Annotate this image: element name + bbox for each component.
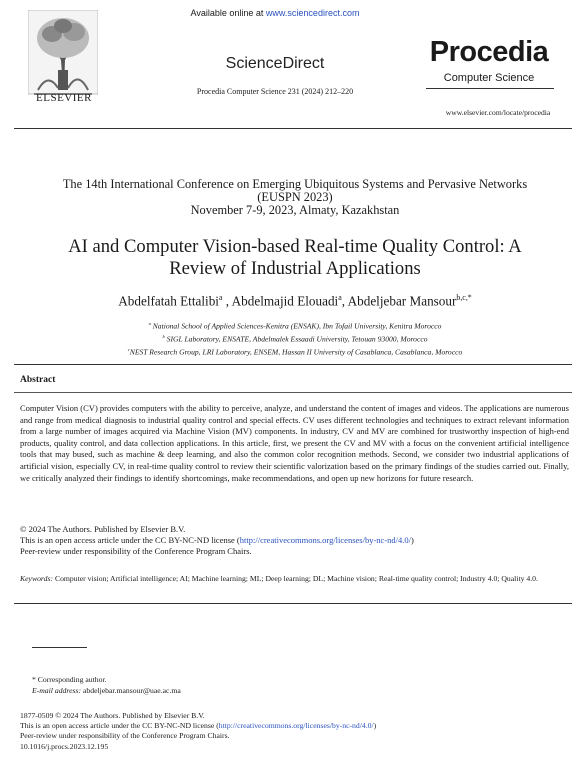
license-link[interactable]: http://creativecommons.org/licenses/by-nc-nd/4.0/ <box>239 535 411 545</box>
paper-title-line-1: AI and Computer Vision-based Real-time Quality Control: A <box>68 236 522 257</box>
affiliation-text: SIGL Laboratory, ENSATE, Abdelmalek Essaadi University, Tetouan 93000, Morocco <box>164 334 428 344</box>
affiliation-item <box>30 332 560 345</box>
available-prefix: Available online at <box>190 8 266 18</box>
abstract-heading-divider <box>14 392 572 393</box>
license-prefix: This is an open access article under the CC BY-NC-ND license ( <box>20 535 240 545</box>
affiliation-item <box>30 319 560 332</box>
copyright-block <box>20 524 569 557</box>
email-line <box>32 686 532 697</box>
bottom-matter <box>20 711 560 752</box>
affiliation-text: National School of Applied Sciences-Kenitra (ENSAK), Ibn Tofail University, Kenitra Morocco <box>150 321 442 331</box>
affiliation-text: NEST Research Group, LRI Laboratory, ENSEM, Hassan II University of Casablanca, Casablanca, Morocco <box>129 347 463 357</box>
email-label: E-mail address: <box>32 685 82 695</box>
affiliation-mark: b <box>162 334 165 340</box>
procedia-logo-rule <box>426 88 554 89</box>
affiliation-mark: c <box>127 347 130 353</box>
available-online-text <box>160 8 390 18</box>
keywords-label: Keywords: <box>20 574 54 583</box>
paper-title <box>30 236 560 280</box>
issn-line: 1877-0509 © 2024 The Authors. Published by Elsevier B.V. <box>20 711 205 720</box>
author-name: Abdelfatah Ettalibi <box>118 293 219 309</box>
keywords <box>20 574 569 584</box>
publisher-name: ELSEVIER <box>36 92 92 104</box>
bottom-peer-review: Peer-review under responsibility of the Conference Program Chairs. <box>20 731 230 741</box>
peer-review-line: Peer-review under responsibility of the Conference Program Chairs. <box>20 546 252 556</box>
author-affiliation-mark: b,c,* <box>456 293 472 302</box>
conference-acronym: (EUSPN 2023) <box>257 190 333 204</box>
journal-reference: Procedia Computer Science 231 (2024) 212–220 <box>196 87 354 96</box>
bottom-license-line <box>20 721 560 731</box>
abstract-body: Computer Vision (CV) provides computers with the ability to perceive, analyze, and understand the content of images and videos. The applications are numerous and range from medical diagnosis to industrial quality control and special effects. CV uses different technologies and techniques to extract relevant information from a large number of images acquired via Machine Vision (MV) components. In industry, CV and MV are combined for trustworthy inspection of high-end products, quality control, and data collection applications. In this article, first, we present the CV and MV with a focus on the convenient artificial intelligence tools that may bused, such as machine & deep learning, and also the common color recognition methods. Second, we consider two industrial applications of artificial vision, especially CV, in real-time quality control to review their scientific valorization based on the primary findings of the studies carried out. Finally, we critically analyzed their findings to identify shortcomings, make recommendations, and open up new horizons for future research. <box>20 403 569 483</box>
copyright-line: © 2024 The Authors. Published by Elsevier B.V. <box>20 524 186 534</box>
affiliation-list <box>30 319 560 358</box>
conference-info <box>30 178 560 217</box>
affiliation-mark: a <box>148 321 151 326</box>
abstract-bottom-divider <box>14 603 572 604</box>
author-name: Abdeljebar Mansour <box>347 293 457 309</box>
abstract-heading: Abstract <box>20 375 56 385</box>
author-affiliation-mark: a <box>338 293 342 302</box>
bottom-license-link[interactable]: http://creativecommons.org/licenses/by-nc-nd/4.0/ <box>218 721 374 731</box>
procedia-logo: Procedia <box>429 36 549 68</box>
author-separator: , <box>222 293 232 309</box>
license-suffix: ) <box>411 535 414 545</box>
author-list <box>30 293 560 309</box>
corresponding-footnote <box>32 675 532 696</box>
keywords-list: Computer vision; Artificial intelligence; AI; Machine learning; ML; Deep learning; DL; Machine vision; Real-time quality control; Industry 4.0; Quality 4.0. <box>53 574 538 583</box>
author-separator: , <box>341 293 348 309</box>
corresponding-author: * Corresponding author. <box>32 675 107 684</box>
journal-url[interactable]: www.elsevier.com/locate/procedia <box>445 108 551 117</box>
author-name: Abdelmajid Elouadi <box>231 293 339 309</box>
footnote-rule <box>32 647 87 648</box>
elsevier-tree-logo-icon <box>28 10 98 98</box>
license-suffix: ) <box>373 721 377 731</box>
author-affiliation-mark: a <box>218 293 223 302</box>
sciencedirect-link[interactable]: www.sciencedirect.com <box>265 8 360 18</box>
doi[interactable]: 10.1016/j.procs.2023.12.195 <box>20 741 109 751</box>
paper-title-line-2: Review of Industrial Applications <box>169 258 421 279</box>
abstract-top-divider <box>14 364 572 365</box>
license-line <box>20 535 569 546</box>
affiliation-item <box>30 345 560 358</box>
conference-date-place: November 7-9, 2023, Almaty, Kazakhstan <box>190 203 400 217</box>
conference-name: The 14th International Conference on Emerging Ubiquitous Systems and Pervasive Networks <box>62 177 528 191</box>
email-address[interactable]: abdeljebar.mansour@uae.ac.ma <box>81 685 181 695</box>
procedia-logo-subtitle: Computer Science <box>443 72 535 84</box>
header-divider <box>14 128 572 129</box>
platform-name: ScienceDirect <box>225 55 325 72</box>
license-prefix: This is an open access article under the CC BY-NC-ND license ( <box>20 721 219 731</box>
